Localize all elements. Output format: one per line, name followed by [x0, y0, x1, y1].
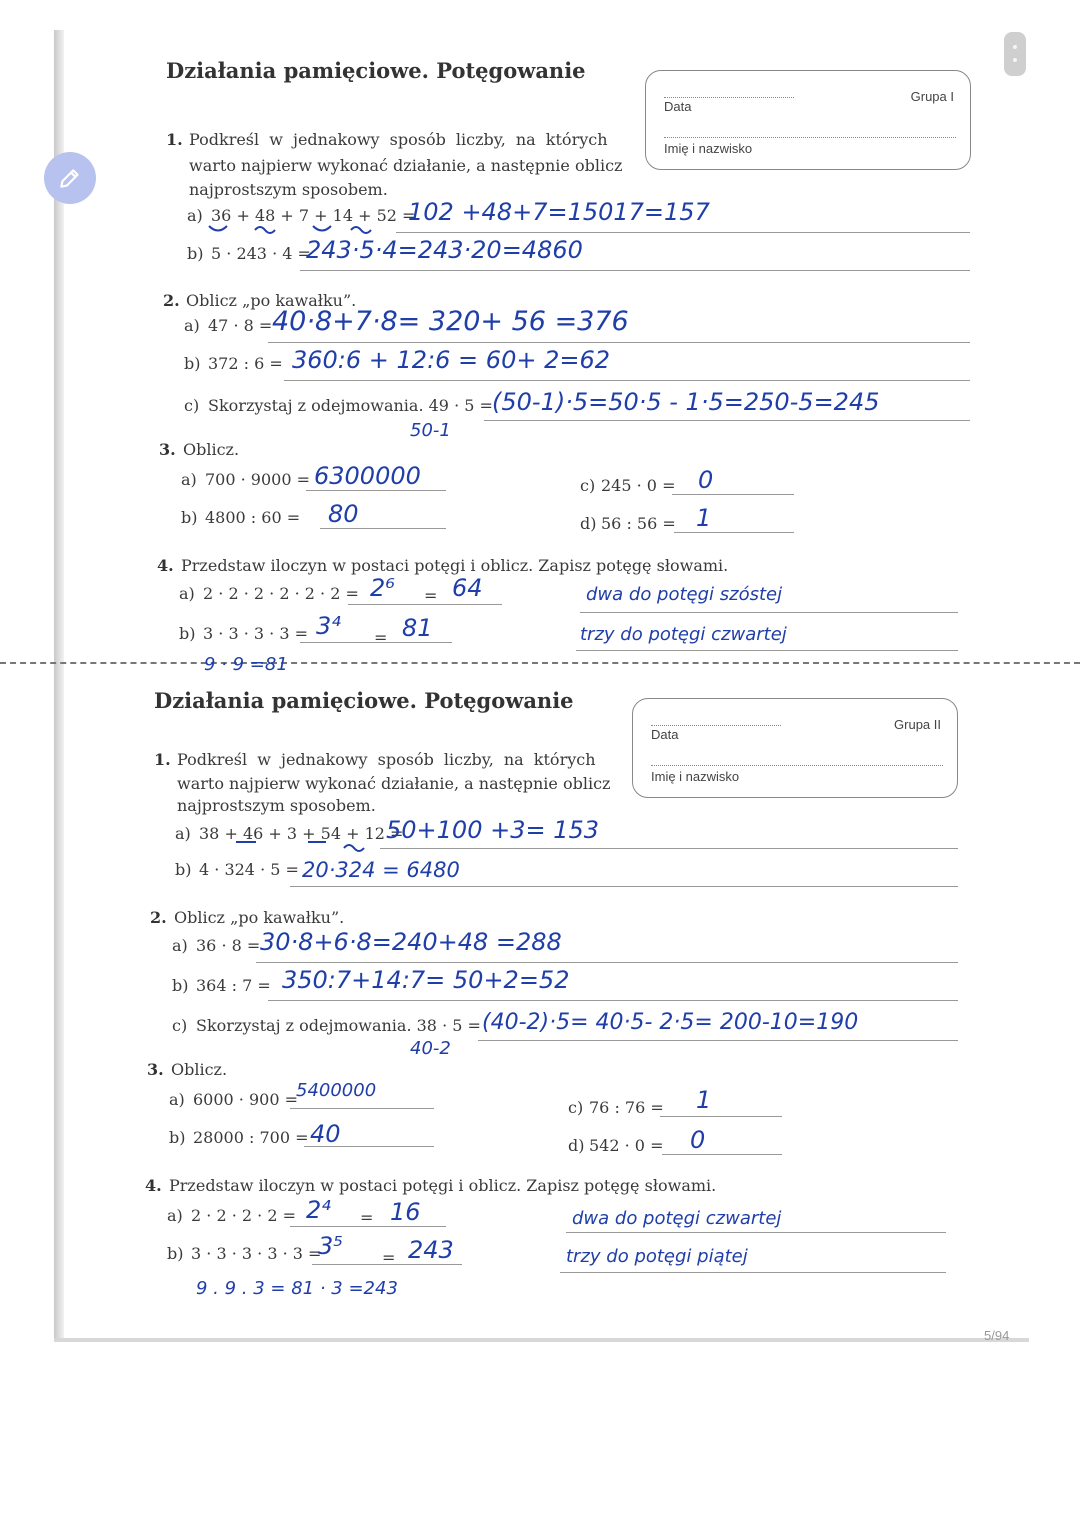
q4-text: Przedstaw iloczyn w postaci potęgi i oblicz. Zapisz potęgę słowami.: [181, 556, 729, 575]
answer-line: [348, 604, 502, 605]
q4a-equals: =: [360, 1208, 374, 1227]
q1b-label: b): [175, 860, 192, 879]
q2-text: Oblicz „po kawałku”.: [174, 908, 345, 927]
q2b-label: b): [172, 976, 189, 995]
q3c-expression: 76 : 76 =: [589, 1098, 664, 1117]
answer-line: [290, 886, 958, 887]
answer-line: [396, 232, 970, 233]
q4b-words: trzy do potęgi piątej: [566, 1246, 748, 1267]
q2b-answer: 360:6 + 12:6 = 60+ 2=62: [292, 346, 610, 374]
page-bottom-shadow: [54, 1338, 1029, 1342]
group-label: Grupa II: [894, 717, 941, 732]
q3d-label: d): [580, 514, 597, 533]
answer-line: [560, 1272, 946, 1273]
answer-line: [300, 270, 970, 271]
q3b-expression: 28000 : 700 =: [193, 1128, 309, 1147]
q4b-equals: =: [374, 628, 388, 647]
q1a-answer: 102 +48+7=15017=157: [408, 198, 710, 226]
q1a-label: a): [187, 206, 203, 225]
q4a-expression: 2 · 2 · 2 · 2 =: [191, 1206, 296, 1225]
q4a-label: a): [179, 584, 195, 603]
q1-text-line-2: warto najpierw wykonać działanie, a następnie oblicz: [177, 774, 611, 793]
scroll-handle[interactable]: [1004, 32, 1026, 76]
pencil-icon[interactable]: [44, 152, 96, 204]
q3b-label: b): [181, 508, 198, 527]
answer-line: [290, 1226, 446, 1227]
date-label: Data: [651, 727, 679, 742]
name-line: [651, 765, 943, 766]
q4a-value: 16: [390, 1198, 421, 1226]
q3d-label: d): [568, 1136, 585, 1155]
q4b-words: trzy do potęgi czwartej: [580, 624, 787, 645]
q3c-answer: 0: [698, 466, 714, 494]
date-label: Data: [664, 99, 692, 114]
q1a-expression: 36 + 48 + 7 + 14 + 52 =: [211, 206, 416, 225]
answer-line: [312, 1264, 462, 1265]
q3b-label: b): [169, 1128, 186, 1147]
q2-number: 2.: [150, 908, 167, 927]
q4b-work: 9 . 9 . 3 = 81 · 3 =243: [196, 1278, 398, 1299]
q1b-answer: 20·324 = 6480: [302, 858, 460, 882]
q1b-label: b): [187, 244, 204, 263]
answer-line: [662, 1154, 782, 1155]
q1-text-line-1: Podkreśl w jednakowy sposób liczby, na których: [189, 130, 608, 149]
underline-marks: [196, 838, 376, 856]
q3a-expression: 700 · 9000 =: [205, 470, 311, 489]
q2a-expression: 36 · 8 =: [196, 936, 261, 955]
page-edge-shadow: [54, 30, 64, 1340]
q1-number: 1.: [154, 750, 171, 769]
q4-number: 4.: [157, 556, 174, 575]
q1-text-line-2: warto najpierw wykonać działanie, a następnie oblicz: [189, 156, 623, 175]
q1a-expression: 38 + 46 + 3 + 54 + 12 =: [199, 824, 404, 843]
name-label: Imię i nazwisko: [651, 769, 740, 784]
q2a-answer: 40·8+7·8= 320+ 56 =376: [272, 306, 629, 337]
student-info-box: [632, 698, 958, 798]
q3a-label: a): [181, 470, 197, 489]
q3a-answer: 6300000: [314, 462, 421, 490]
answer-line: [380, 848, 958, 849]
q4b-value: 81: [402, 614, 433, 642]
q2c-answer: (50-1)·5=50·5 - 1·5=250-5=245: [492, 388, 880, 416]
q3-text: Oblicz.: [171, 1060, 228, 1079]
q3a-answer: 5400000: [296, 1080, 377, 1101]
q2c-expression: Skorzystaj z odejmowania. 49 · 5 =: [208, 396, 493, 415]
q3b-answer: 40: [310, 1120, 341, 1148]
student-info-box: [645, 70, 971, 170]
cut-line: [0, 662, 1080, 664]
q2-text: Oblicz „po kawałku”.: [186, 291, 357, 310]
q1b-expression: 4 · 324 · 5 =: [199, 860, 299, 879]
q4a-equals: =: [424, 586, 438, 605]
q3-text: Oblicz.: [183, 440, 240, 459]
q3-number: 3.: [147, 1060, 164, 1079]
q4b-expression: 3 · 3 · 3 · 3 · 3 =: [191, 1244, 322, 1263]
answer-line: [290, 1108, 434, 1109]
q2b-answer: 350:7+14:7= 50+2=52: [282, 966, 570, 994]
q1a-label: a): [175, 824, 191, 843]
q4b-label: b): [167, 1244, 184, 1263]
q4b-power: 3⁴: [316, 612, 341, 640]
q3c-answer: 1: [696, 1086, 712, 1114]
name-label: Imię i nazwisko: [664, 141, 753, 156]
q2b-expression: 372 : 6 =: [208, 354, 283, 373]
answer-line: [566, 1232, 946, 1233]
q2b-expression: 364 : 7 =: [196, 976, 271, 995]
answer-line: [660, 1116, 782, 1117]
q2-number: 2.: [163, 291, 180, 310]
q3d-expression: 56 : 56 =: [601, 514, 676, 533]
name-line: [664, 137, 956, 138]
q2a-expression: 47 · 8 =: [208, 316, 273, 335]
answer-line: [320, 528, 446, 529]
q1b-answer: 243·5·4=243·20=4860: [306, 236, 583, 264]
q2a-answer: 30·8+6·8=240+48 =288: [260, 928, 562, 956]
q2c-label: c): [172, 1016, 188, 1035]
date-line: [651, 725, 781, 726]
q4-text: Przedstaw iloczyn w postaci potęgi i oblicz. Zapisz potęgę słowami.: [169, 1176, 717, 1195]
q2c-note: 40-2: [410, 1038, 451, 1059]
q4b-value: 243: [408, 1236, 454, 1264]
q3b-answer: 80: [328, 500, 359, 528]
answer-line: [284, 380, 970, 381]
q4a-label: a): [167, 1206, 183, 1225]
page-counter: 5/94: [984, 1328, 1010, 1343]
answer-line: [674, 532, 794, 533]
worksheet-title: Działania pamięciowe. Potęgowanie: [166, 58, 586, 83]
q1b-expression: 5 · 243 · 4 =: [211, 244, 311, 263]
q4-number: 4.: [145, 1176, 162, 1195]
answer-line: [484, 420, 970, 421]
answer-line: [576, 650, 958, 651]
answer-line: [268, 342, 970, 343]
q4a-value: 64: [452, 574, 483, 602]
q4b-power: 3⁵: [318, 1232, 343, 1260]
q3c-label: c): [580, 476, 596, 495]
q4a-power: 2⁶: [370, 574, 395, 602]
q1-text-line-1: Podkreśl w jednakowy sposób liczby, na których: [177, 750, 596, 769]
date-line: [664, 97, 794, 98]
q2a-label: a): [172, 936, 188, 955]
answer-line: [580, 612, 958, 613]
q3d-answer: 1: [696, 504, 712, 532]
q1-number: 1.: [166, 130, 183, 149]
q2c-note: 50-1: [410, 420, 451, 441]
q1-text-line-3: najprostszym sposobem.: [189, 180, 388, 199]
answer-line: [478, 1040, 958, 1041]
answer-line: [304, 1146, 434, 1147]
answer-line: [306, 490, 446, 491]
answer-line: [256, 962, 958, 963]
worksheet-title: Działania pamięciowe. Potęgowanie: [154, 688, 574, 713]
q4a-words: dwa do potęgi czwartej: [572, 1208, 782, 1229]
q3a-expression: 6000 · 900 =: [193, 1090, 299, 1109]
answer-line: [268, 1000, 958, 1001]
pencil-icon-glyph: [57, 165, 83, 191]
q4b-expression: 3 · 3 · 3 · 3 =: [203, 624, 308, 643]
q4a-expression: 2 · 2 · 2 · 2 · 2 · 2 =: [203, 584, 359, 603]
group-label: Grupa I: [910, 89, 954, 104]
q3c-label: c): [568, 1098, 584, 1117]
q3d-answer: 0: [690, 1126, 706, 1154]
q2c-expression: Skorzystaj z odejmowania. 38 · 5 =: [196, 1016, 481, 1035]
q3c-expression: 245 · 0 =: [601, 476, 676, 495]
q3a-label: a): [169, 1090, 185, 1109]
q3-number: 3.: [159, 440, 176, 459]
answer-line: [672, 494, 794, 495]
q2a-label: a): [184, 316, 200, 335]
q2b-label: b): [184, 354, 201, 373]
q2c-label: c): [184, 396, 200, 415]
q4b-equals: =: [382, 1248, 396, 1267]
answer-line: [300, 642, 452, 643]
q4a-words: dwa do potęgi szóstej: [586, 584, 783, 605]
q3b-expression: 4800 : 60 =: [205, 508, 301, 527]
q4a-power: 2⁴: [306, 1196, 331, 1224]
q1a-answer: 50+100 +3= 153: [386, 816, 600, 844]
q4b-work: 9 · 9 =81: [204, 654, 288, 675]
q2c-answer: (40-2)·5= 40·5- 2·5= 200-10=190: [482, 1010, 859, 1035]
q3d-expression: 542 · 0 =: [589, 1136, 664, 1155]
q1-text-line-3: najprostszym sposobem.: [177, 796, 376, 815]
q4b-label: b): [179, 624, 196, 643]
